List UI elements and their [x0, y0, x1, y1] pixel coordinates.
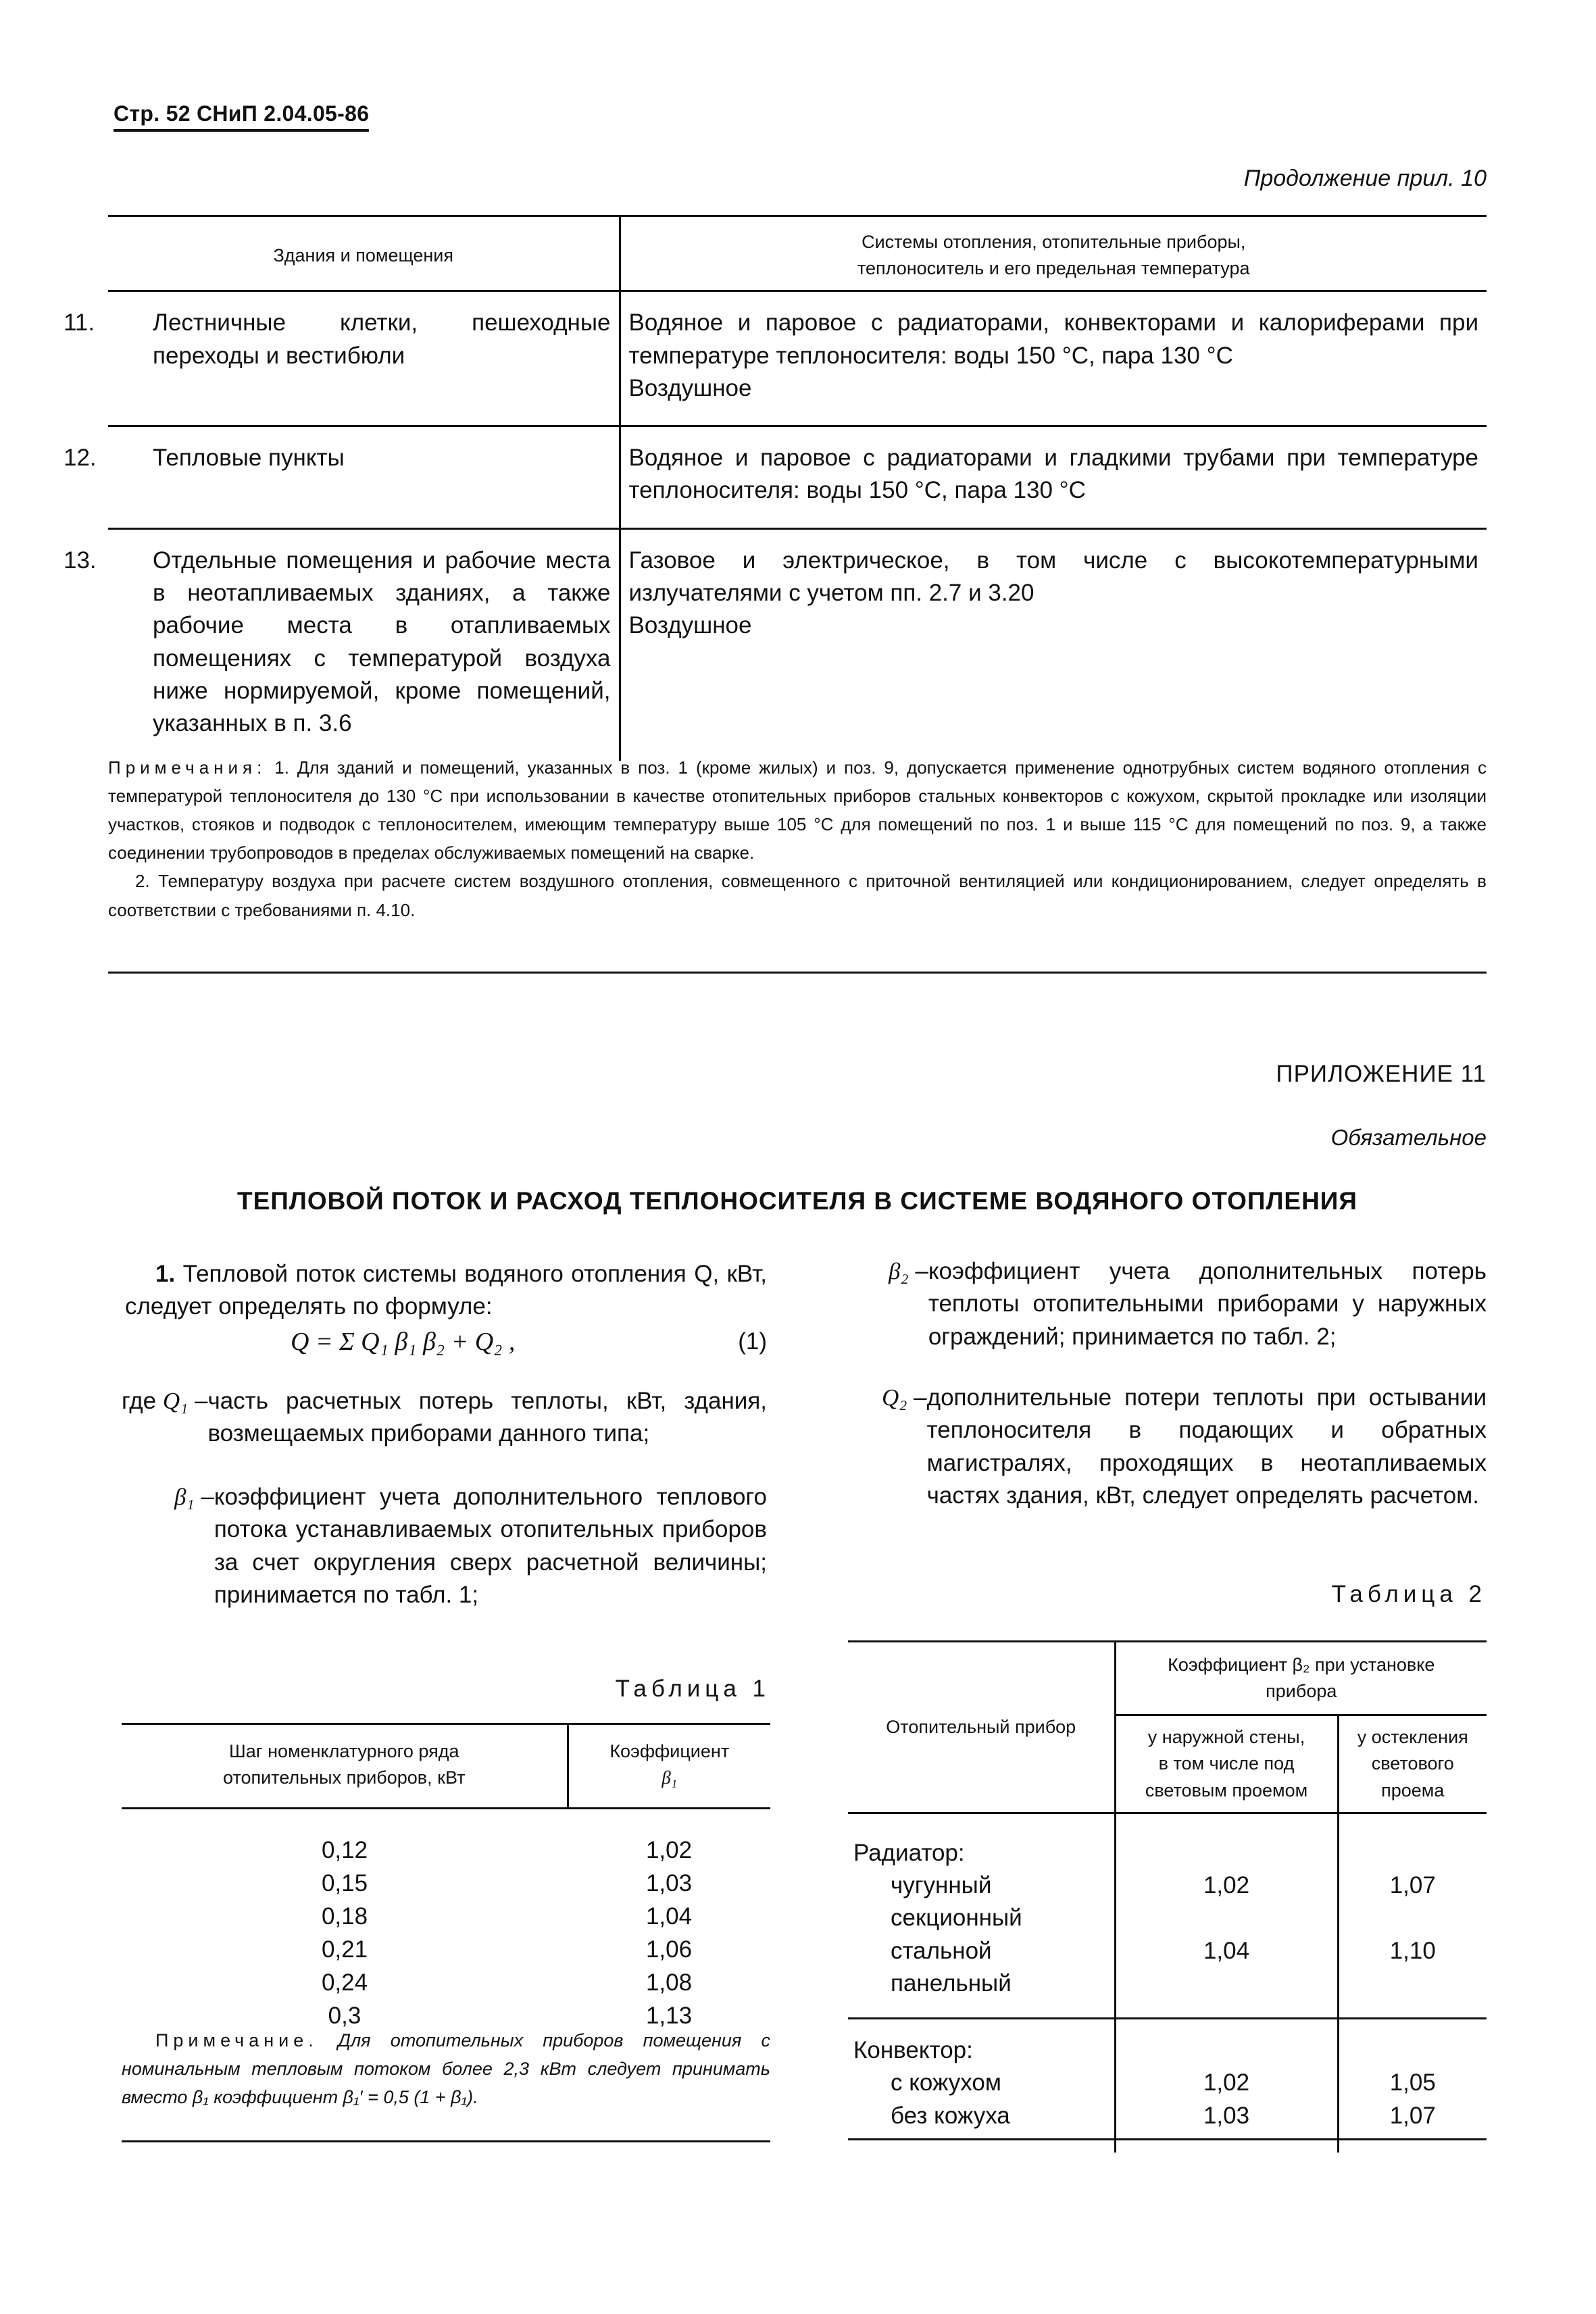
- table-2-caption: Таблица 2: [1331, 1581, 1487, 1607]
- table-1-note: Примечание. Для отопительных приборов помещения с номинальным тепловым потоком более 2,3 кВт следует принимать вместо β₁ коэффициент β₁′ = 0,5 (1 + β₁).: [122, 2030, 770, 2107]
- coef-cell: 1,02: [645, 1837, 693, 1864]
- table-row: [108, 528, 1487, 760]
- table-row: [108, 291, 1487, 426]
- beta2-header: Коэффициент β₂ при установке прибора: [1115, 1642, 1487, 1715]
- wall-coef: 1,02: [1115, 2067, 1338, 2099]
- paragraph-1: 1. Тепловой поток системы водяного отопления Q, кВт, следует определять по формуле:: [125, 1261, 767, 1320]
- building-cell: 13. Отдельные помещения и рабочие места в неотапливаемых зданиях, а также рабочие места в отапливаемых помещениях с температурой воздуха ниже нормируемой, кроме помещений, указанных в п. 3.6: [108, 528, 620, 760]
- definition-q1: где Q₁ – часть расчетных потерь теплоты, кВт, здания, возмещаемых приборами данного типа;: [122, 1388, 767, 1447]
- section-divider: [108, 972, 1487, 974]
- building-cell: 12. Тепловые пункты: [108, 426, 620, 529]
- table-row: [848, 2067, 1487, 2099]
- table-2-bottom-rule: [848, 2138, 1487, 2140]
- wall-coef: 1,04: [1115, 1935, 1338, 2019]
- glazing-coef: 1,10: [1338, 1935, 1487, 2019]
- appendix-status: Обязательное: [1330, 1125, 1487, 1150]
- formula-number: (1): [738, 1328, 767, 1355]
- step-cell: 0,12: [321, 1837, 368, 1864]
- device-name: стальной панельный: [891, 1937, 1012, 1996]
- wall-header: у наружной стены, в том числе под световым проемом: [1115, 1715, 1338, 1813]
- convector-group: Конвектор:: [848, 2019, 1115, 2067]
- coef-cell: 1,08: [645, 1969, 693, 1996]
- systems-cell: Водяное и паровое с радиаторами и гладкими трубами при температуре теплоносителя: воды 150 °С, пара 130 °С: [620, 426, 1487, 529]
- coef-cell: 1,03: [645, 1870, 693, 1897]
- glazing-coef: 1,07: [1389, 1872, 1436, 1898]
- table-row: [848, 2100, 1487, 2153]
- step-cell: 0,15: [321, 1870, 368, 1897]
- wall-coef: 1,02: [1115, 1869, 1338, 1935]
- table-2: [848, 1640, 1487, 2153]
- definition-q2: Q₂ – дополнительные потери теплоты при остывании теплоносителя в подающих и обратных магистралях, проходящих в неотапливаемых частях здания, кВт, следует определять расчетом.: [882, 1384, 1487, 1509]
- coef-cell: 1,06: [645, 1936, 693, 1963]
- glazing-coef: 1,05: [1389, 2069, 1436, 2096]
- building-cell: 11. Лестничные клетки, пешеходные переходы и вестибюли: [108, 291, 620, 426]
- systems-cell: Водяное и паровое с радиаторами, конвекторами и калориферами при температуре теплоносителя: воды 150 °С, пара 130 °С Воздушное: [620, 291, 1487, 426]
- definition-beta2: β₂ – коэффициент учета дополнительных потерь теплоты отопительными приборами у наружных ограждений; принимается по табл. 2;: [889, 1258, 1487, 1350]
- appendix-label: ПРИЛОЖЕНИЕ 11: [1276, 1061, 1487, 1087]
- appendix-title: ТЕПЛОВОЙ ПОТОК И РАСХОД ТЕПЛОНОСИТЕЛЯ В СИСТЕМЕ ВОДЯНОГО ОТОПЛЕНИЯ: [236, 1187, 1357, 1215]
- coef-cell: 1,13: [645, 2003, 693, 2030]
- coef-header: Коэффициент β₁: [568, 1724, 770, 1809]
- step-cell: 0,3: [328, 2003, 361, 2030]
- col-systems-header: Системы отопления, отопительные приборы, теплоноситель и его предельная температура: [620, 216, 1487, 291]
- device-name: чугунный секционный: [891, 1872, 1022, 1932]
- step-header: Шаг номенклатурного ряда отопительных приборов, кВт: [122, 1724, 568, 1809]
- device-name: без кожуха: [891, 2102, 1010, 2129]
- glazing-coef: 1,07: [1389, 2102, 1436, 2129]
- wall-coef: 1,03: [1115, 2100, 1338, 2153]
- table-row: [848, 1935, 1487, 2019]
- radiator-group: Радиатор:: [848, 1813, 1115, 1869]
- coef-cell: 1,04: [645, 1903, 693, 1930]
- table-1-bottom-rule: [122, 2140, 770, 2142]
- note-2: 2. Температуру воздуха при расчете систем воздушного отопления, совмещенного с приточной вентиляцией или кондиционированием, следует определять в соответствии с требованиями п. 4.10.: [108, 871, 1487, 920]
- table-notes: [108, 753, 1487, 924]
- device-header: Отопительный прибор: [848, 1642, 1115, 1813]
- step-cell: 0,21: [321, 1936, 368, 1963]
- formula-line: [125, 1324, 767, 1359]
- table-1: [122, 1723, 770, 2032]
- table-row: [848, 1869, 1487, 1935]
- step-cell: 0,24: [321, 1969, 368, 1996]
- notes-label: Примечания:: [108, 757, 267, 778]
- heating-systems-table: [64, 215, 1487, 761]
- device-name: с кожухом: [891, 2069, 1001, 2096]
- systems-cell: Газовое и электрическое, в том числе с высокотемпературными излучателями с учетом пп. 2.7 и 3.20 Воздушное: [628, 547, 1478, 639]
- col-buildings-header: Здания и помещения: [108, 216, 620, 291]
- page-header: Стр. 52 СНиП 2.04.05-86: [114, 101, 369, 132]
- continuation-label: Продолжение прил. 10: [1243, 166, 1487, 191]
- glazing-header: у остекления светового проема: [1338, 1715, 1487, 1813]
- table-1-caption: Таблица 1: [615, 1676, 770, 1702]
- table-row: [108, 426, 1487, 529]
- note-1: 1. Для зданий и помещений, указанных в поз. 1 (кроме жилых) и поз. 9, допускается применение однотрубных систем водяного отопления с температурой теплоносителя до 130 °С при использовании в качестве отопительных приборов стальных конвекторов с кожухом, скрытой прокладке или изоляции участков, стояков и подводок с теплоносителем, имеющим температуру выше 105 °С для помещений по поз. 1 и выше 115 °С для помещений по поз. 9, а также соединении трубопроводов в пределах обслуживаемых помещений на сварке.: [108, 757, 1487, 863]
- step-cell: 0,18: [321, 1903, 368, 1930]
- definition-beta1: β₁ – коэффициент учета дополнительного теплового потока устанавливаемых отопительных приборов за счет округления сверх расчетной величины; принимается по табл. 1;: [174, 1484, 767, 1608]
- formula: Q = Σ Q₁ β₁ β₂ + Q₂ ,: [291, 1328, 516, 1356]
